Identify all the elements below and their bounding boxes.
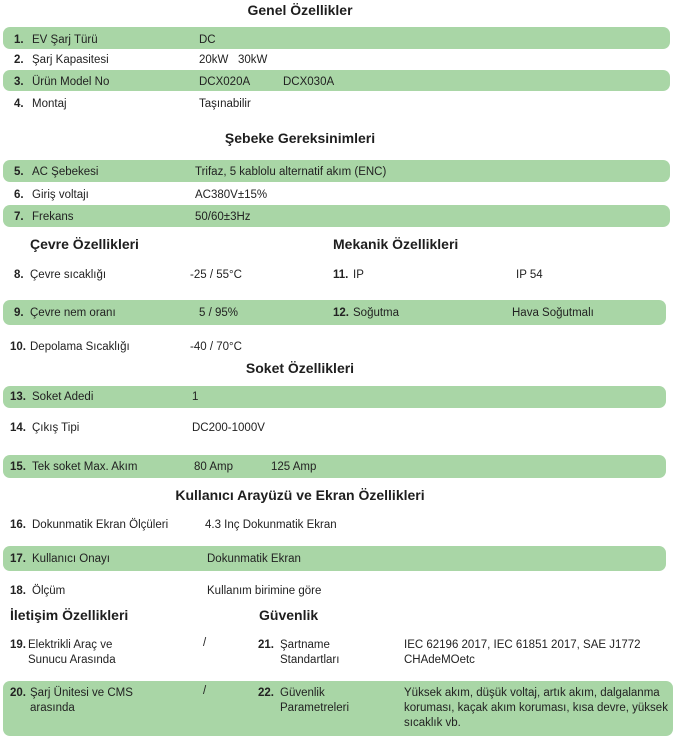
section-heading-communication: İletişim Özellikleri xyxy=(10,607,129,623)
row-value-secondary: 125 Amp xyxy=(271,461,317,473)
row-label: Soket Adedi xyxy=(32,391,94,403)
row-label: AC Şebekesi xyxy=(32,166,99,178)
row-label: Ölçüm xyxy=(32,585,66,597)
row-value: Hava Soğutmalı xyxy=(512,307,594,319)
row-value: / xyxy=(203,685,207,697)
row-number: 6. xyxy=(14,189,24,201)
row-value: 50/60±3Hz xyxy=(195,211,251,223)
row-number: 15. xyxy=(10,461,26,473)
row-label: Çıkış Tipi xyxy=(32,422,80,434)
row-number: 9. xyxy=(14,307,24,319)
row-label: Tek soket Max. Akım xyxy=(32,461,138,473)
row-label: Elektrikli Araç ve Sunucu Arasında xyxy=(28,639,116,666)
row-number: 10. xyxy=(10,341,26,353)
row-value: 20kW 30kW xyxy=(199,54,268,66)
row-value: Yüksek akım, düşük voltaj, artık akım, dalgalanma koruması, kaçak akım koruması, kısa devre, yüksek sıcaklık vb. xyxy=(404,687,668,729)
row-value: DC xyxy=(199,34,216,46)
section-heading-ui: Kullanıcı Arayüzü ve Ekran Özellikleri xyxy=(175,487,425,503)
row-value: 4.3 Inç Dokunmatik Ekran xyxy=(205,519,337,531)
section-heading-security: Güvenlik xyxy=(259,607,319,623)
row-label: Kullanıcı Onayı xyxy=(32,553,110,565)
row-value-secondary: DCX030A xyxy=(283,76,335,88)
row-value: -25 / 55°C xyxy=(190,269,242,281)
row-number: 4. xyxy=(14,98,24,110)
row-label: Giriş voltajı xyxy=(32,189,89,201)
row-value: IEC 62196 2017, IEC 61851 2017, SAE J1772 CHAdeMOetc xyxy=(404,639,641,666)
row-value: IP 54 xyxy=(516,269,543,281)
row-label: Frekans xyxy=(32,211,74,223)
section-heading-mechanical: Mekanik Özellikleri xyxy=(333,236,459,252)
row-number: 18. xyxy=(10,585,26,597)
row-label: Çevre nem oranı xyxy=(30,307,116,319)
row-number: 3. xyxy=(14,76,24,88)
row-number: 8. xyxy=(14,269,24,281)
section-heading-general: Genel Özellikler xyxy=(247,2,353,18)
row-number: 17. xyxy=(10,553,26,565)
row-number: 13. xyxy=(10,391,26,403)
row-number: 7. xyxy=(14,211,24,223)
row-label: Şarj Ünitesi ve CMS arasında xyxy=(30,687,133,714)
section-heading-socket: Soket Özellikleri xyxy=(245,360,355,376)
row-value: Taşınabilir xyxy=(199,98,251,110)
row-number: 5. xyxy=(14,166,24,178)
row-number: 1. xyxy=(14,34,24,46)
row-value: Kullanım birimine göre xyxy=(207,585,322,597)
row-number: 12. xyxy=(333,307,349,319)
row-label: Çevre sıcaklığı xyxy=(30,269,107,281)
row-number: 19. xyxy=(10,639,26,651)
row-value: -40 / 70°C xyxy=(190,341,242,353)
row-label: Dokunmatik Ekran Ölçüleri xyxy=(32,519,169,531)
row-value: 5 / 95% xyxy=(199,307,238,319)
row-band xyxy=(3,27,670,49)
row-label: Soğutma xyxy=(353,307,400,319)
section-heading-environment: Çevre Özellikleri xyxy=(30,236,139,252)
row-label: Montaj xyxy=(32,98,67,110)
row-value: Trifaz, 5 kablolu alternatif akım (ENC) xyxy=(195,166,387,178)
row-band xyxy=(3,205,670,227)
row-number: 22. xyxy=(258,687,274,699)
row-value: 1 xyxy=(192,391,199,403)
row-number: 2. xyxy=(14,54,24,66)
row-label: EV Şarj Türü xyxy=(32,34,98,46)
row-label: Ürün Model No xyxy=(32,76,110,88)
row-value: DC200-1000V xyxy=(192,422,265,434)
row-number: 21. xyxy=(258,639,274,651)
row-value: / xyxy=(203,637,207,649)
row-number: 16. xyxy=(10,519,26,531)
row-label: IP xyxy=(353,269,364,281)
row-label: Şartname Standartları xyxy=(280,639,340,666)
row-number: 20. xyxy=(10,687,26,699)
row-label: Depolama Sıcaklığı xyxy=(30,341,130,353)
row-number: 11. xyxy=(333,269,349,281)
row-value: 80 Amp xyxy=(194,461,233,473)
row-value: DCX020A xyxy=(199,76,251,88)
row-label: Şarj Kapasitesi xyxy=(32,54,109,66)
section-heading-grid: Şebeke Gereksinimleri xyxy=(224,130,376,146)
row-label: Güvenlik Parametreleri xyxy=(280,687,350,714)
row-value: Dokunmatik Ekran xyxy=(207,553,301,565)
row-number: 14. xyxy=(10,422,26,434)
row-band xyxy=(3,386,666,408)
row-value: AC380V±15% xyxy=(195,189,268,201)
